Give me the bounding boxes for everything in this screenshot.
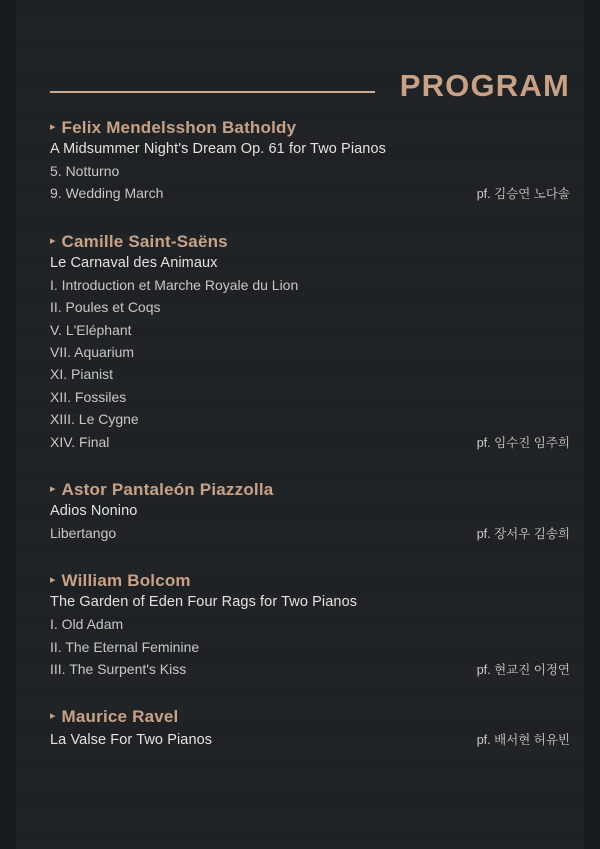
- composer-name: Felix Mendelsshon Batholdy: [61, 118, 297, 137]
- program-block: [50, 232, 570, 453]
- program-block: [50, 118, 570, 205]
- performer-credit: pf. 임수진 임주희: [476, 435, 570, 450]
- movement-title: V. L'Eléphant: [50, 321, 132, 338]
- work-title: A Midsummer Night's Dream Op. 61 for Two Pianos: [50, 141, 386, 157]
- bullet-triangle-icon: ▸: [50, 121, 56, 133]
- bullet-triangle-icon: ▸: [50, 710, 56, 723]
- performer-credit: pf. 현교진 이정연: [476, 663, 570, 678]
- performer-credit: pf. 장서우 김송희: [476, 526, 570, 541]
- movement-row: [50, 182, 570, 204]
- bullet-triangle-icon: ▸: [50, 574, 56, 587]
- composer-name: Camille Saint-Saëns: [61, 231, 228, 251]
- movement-row: [50, 363, 570, 385]
- movement-row: [50, 386, 570, 408]
- movement-row: [50, 160, 570, 182]
- work-title: La Valse For Two Pianos: [50, 732, 213, 749]
- composer-row: [50, 480, 570, 500]
- movement-row: [50, 658, 570, 680]
- movement-row: [50, 431, 570, 453]
- right-edge-strip: [584, 0, 600, 849]
- movement-title: Libertango: [50, 524, 117, 541]
- movement-row: [50, 522, 570, 544]
- movement-title: I. Old Adam: [50, 616, 124, 633]
- movement-title: I. Introduction et Marche Royale du Lion: [50, 276, 299, 293]
- program-header: [50, 0, 570, 118]
- bullet-triangle-icon: ▸: [50, 234, 56, 247]
- header-divider-line: [50, 91, 375, 93]
- movement-title: II. Poules et Coqs: [50, 299, 161, 316]
- work-title: Adios Nonino: [50, 502, 138, 519]
- movement-title: XI. Pianist: [50, 366, 114, 383]
- program-block: [50, 571, 570, 680]
- performer-credit: pf. 김승연 노다솔: [476, 187, 570, 202]
- left-edge-strip: [0, 0, 16, 849]
- movement-row: [50, 408, 570, 430]
- performer-credit: pf. 배서현 허유빈: [476, 733, 570, 748]
- program-block: [50, 707, 570, 751]
- composer-row: [50, 571, 570, 591]
- movement-title: XIII. Le Cygne: [50, 411, 139, 428]
- movement-title: XIV. Final: [50, 433, 110, 450]
- movement-row: [50, 636, 570, 658]
- movement-list: [50, 160, 570, 205]
- composer-name: William Bolcom: [61, 571, 191, 591]
- movement-title: XII. Fossiles: [50, 388, 127, 405]
- composer-row: [50, 232, 570, 252]
- work-title: The Garden of Eden Four Rags for Two Pianos: [50, 594, 358, 611]
- movement-row: [50, 341, 570, 363]
- movement-title: 9. Wedding March: [50, 185, 164, 202]
- movement-row: [50, 613, 570, 635]
- composer-row: [50, 707, 570, 727]
- page-title: PROGRAM: [399, 68, 570, 103]
- movement-list: [50, 613, 570, 680]
- movement-list: [50, 522, 570, 544]
- movement-title: III. The Surpent's Kiss: [50, 661, 187, 678]
- movement-row: [50, 274, 570, 296]
- work-row: [50, 730, 570, 751]
- movement-title: VII. Aquarium: [50, 343, 135, 360]
- movement-row: [50, 319, 570, 341]
- movement-row: [50, 296, 570, 318]
- movement-title: II. The Eternal Feminine: [50, 638, 200, 655]
- program-block: [50, 480, 570, 544]
- composer-row: [50, 118, 570, 138]
- program-content: [50, 0, 570, 849]
- work-title: Le Carnaval des Animaux: [50, 254, 218, 271]
- composer-name: Maurice Ravel: [61, 707, 179, 727]
- composer-name: Astor Pantaleón Piazzolla: [61, 479, 274, 499]
- movement-title: 5. Notturno: [50, 163, 120, 179]
- bullet-triangle-icon: ▸: [50, 482, 56, 495]
- movement-list: [50, 274, 570, 453]
